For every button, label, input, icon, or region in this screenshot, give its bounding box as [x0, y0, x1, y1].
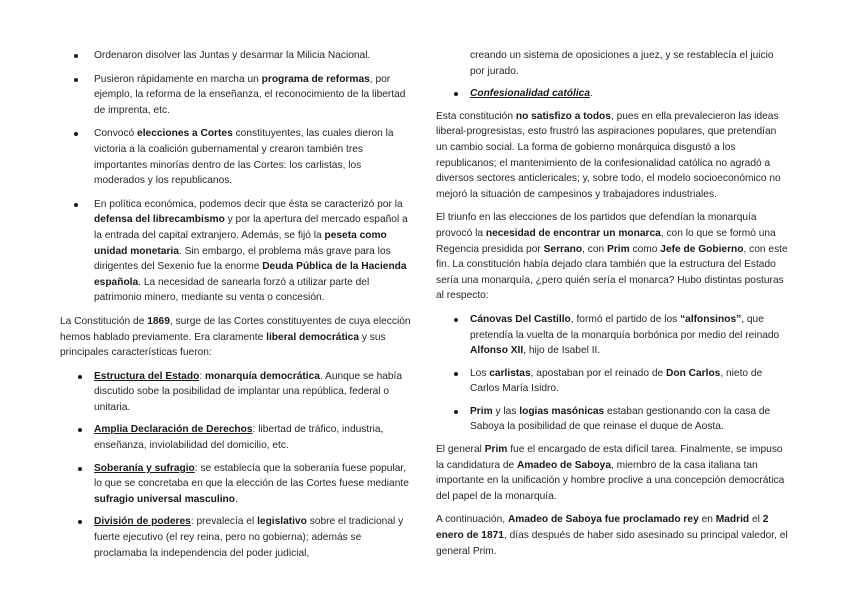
paragraph: La Constitución de 1869, surge de las Cortes constituyentes de cuya elección hemos hablado previamente. Era claramente liberal democrática y sus principales características fueron: [60, 315, 411, 359]
bold-underlined-term: Soberanía y sufragio [94, 462, 195, 474]
bold-term: peseta como unidad monetaria [94, 229, 387, 257]
bold-term: liberal democrática [266, 331, 360, 343]
list-item: Prim y las logias masónicas estaban gestionando con la casa de Saboya la posibilidad de que reinase el duque de Aosta. [436, 404, 788, 435]
paragraph: El general Prim fue el encargado de esta difícil tarea. Finalmente, se impuso la candidatura de Amadeo de Saboya, miembro de la casa italiana tan importante en la unificación y hombre proclive a una concepción democrática del papel de la monarquía. [436, 444, 785, 502]
bold-term: necesidad de encontrar un monarca [485, 227, 661, 239]
bold-term: 2 enero de 1871 [436, 514, 769, 542]
bold-term: Don Carlos [666, 367, 721, 379]
list-item: Confesionalidad católica. [436, 86, 788, 102]
list-item: Los carlistas, apostaban por el reinado de Don Carlos, nieto de Carlos María Isidro. [436, 366, 788, 397]
paragraph: Esta constitución no satisfizo a todos, pues en ella prevalecieron las ideas liberal-progresistas, esto frustró las aspiraciones populares, que pretendían un cambio social. La forma de gobierno monárquica disgustó a los republicanos; el mantenimiento de la confesionalidad católica no agradó a diversos sectores anticlericales; y, sobre todo, el modelo socioeconómico no mejoró la situación de campesinos y trabajadores industriales. [436, 110, 781, 200]
list-item: Pusieron rápidamente en marcha un programa de reformas, por ejemplo, la reforma de la enseñanza, el reconocimiento de la libertad de imprenta, etc. [60, 72, 412, 119]
bold-term: Madrid [715, 514, 750, 526]
bold-term: Cánovas Del Castillo [470, 313, 571, 325]
bold-term: Alfonso XII [470, 345, 524, 357]
bold-term: monarquía democrática [204, 370, 320, 382]
bold-underlined-term: Amplia Declaración de Derechos [94, 424, 253, 436]
list-item: Ordenaron disolver las Juntas y desarmar la Milicia Nacional. [60, 48, 412, 64]
bold-underlined-term: Confesionalidad católica [470, 88, 591, 100]
right-column [436, 48, 788, 567]
bold-term: Amadeo de Saboya fue proclamado rey [507, 514, 699, 526]
bold-term: carlistas [489, 367, 531, 379]
bold-term: “alfonsinos” [680, 313, 742, 325]
paragraph: A continuación, Amadeo de Saboya fue proclamado rey en Madrid el 2 enero de 1871, días después de haber sido asesinado su principal valedor, el general Prim. [436, 514, 788, 557]
bold-term: Prim [484, 444, 508, 456]
list-item: Estructura del Estado: monarquía democrática. Aunque se había discutido sobe la posibilidad de implantar una república, federal o unitaria. [60, 369, 412, 416]
list-item: Cánovas Del Castillo, formó el partido de los “alfonsinos”, que pretendía la vuelta de la monarquía borbónica por medio del reinado Alfonso XII, hijo de Isabel II. [436, 312, 788, 359]
bold-term: no satisfizo a todos [515, 110, 611, 122]
reform-bullet-list [60, 48, 412, 306]
bold-term: Jefe de Gobierno [660, 243, 744, 255]
bold-term: programa de reformas [261, 73, 370, 85]
left-column [60, 48, 412, 568]
bold-term: Amadeo de Saboya [517, 459, 611, 471]
bold-underlined-term: División de poderes [94, 516, 191, 528]
bold-term: logias masónicas [519, 405, 605, 417]
paragraph: El triunfo en las elecciones de los partidos que defendían la monarquía provocó la necesidad de encontrar un monarca, con lo que se formó una Regencia presidida por Serrano, con Prim como Jefe de Gobierno, con este fin. La constitución había dejado clara también que la estructura del Estado sería una monarquía, ¿pero quién sería el monarca? Hubo distintas posturas al respecto: [436, 212, 788, 302]
bold-term: 1869 [147, 315, 170, 327]
bold-term: Serrano [543, 243, 583, 255]
bold-term: legislativo [257, 516, 307, 528]
candidates-bullet-list [436, 312, 788, 435]
bold-term: sufragio universal masculino [94, 493, 235, 505]
constitution-bullet-list-continued [436, 86, 788, 102]
list-item: División de poderes: prevalecía el legislativo sobre el tradicional y fuerte ejecutivo (el rey reina, pero no gobierna); además se proclamaba la independencia del poder judicial, [60, 514, 412, 561]
list-item: Convocó elecciones a Cortes constituyentes, las cuales dieron la victoria a la coalición gubernamental y crearon también tres importantes minorías dentro de las Cortes: los carlistas, los moderados y los republicanos. [60, 126, 412, 188]
constitution-bullet-list [60, 369, 412, 562]
bold-term: defensa del librecambismo [94, 214, 225, 226]
bold-underlined-term: Estructura del Estado [94, 370, 200, 382]
list-item: Amplia Declaración de Derechos: libertad de tráfico, industria, enseñanza, inviolabilidad del domicilio, etc. [60, 422, 412, 453]
list-item: En política económica, podemos decir que ésta se caracterizó por la defensa del librecambismo y por la apertura del mercado español a la entrada del capital extranjero. Además, se fijó la peseta como unidad monetaria. Sin embargo, el problema más grave para los dirigentes del Sexenio fue la enorme Deuda Pública de la Hacienda española. La necesidad de sanearla forzó a utilizar parte del patrimonio minero, mediante su venta o concesión. [60, 197, 412, 306]
list-item: Soberanía y sufragio: se establecía que la soberanía fuese popular, lo que se concretaba en que la elección de las Cortes fuese mediante sufragio universal masculino. [60, 461, 412, 508]
bold-term: Prim [470, 405, 493, 417]
bold-term: Prim [607, 243, 630, 255]
bold-term: elecciones a Cortes [137, 128, 233, 140]
list-item-continuation: creando un sistema de oposiciones a juez, y se restablecía el juicio por jurado. [470, 50, 774, 77]
bold-term: Deuda Pública de la Hacienda española [94, 261, 407, 288]
